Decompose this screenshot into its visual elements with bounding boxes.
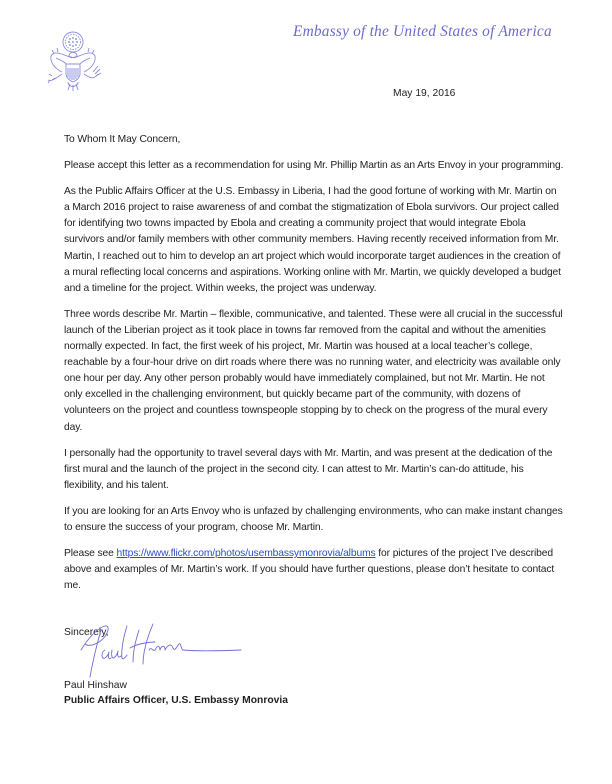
great-seal-eagle-icon — [38, 28, 108, 100]
signer-title: Public Affairs Officer, U.S. Embassy Monrovia — [64, 695, 288, 706]
paragraph-endorsement: If you are looking for an Arts Envoy who is unfazed by challenging environments, who can make instant changes to ensure the success of your program, choose Mr. Martin. — [64, 505, 563, 533]
letterhead-title: Embassy of the United States of America — [293, 23, 552, 40]
paragraph-qualities: Three words describe Mr. Martin – flexible, communicative, and talented. These were all crucial in the successful launch of the Liberian project as it took place in towns far removed from the capital and without the amenities normally expected. In fact, the first week of his project, Mr. Martin was housed at a local teacher’s college, reachable by a four-hour drive on dirt roads where there was no running water, and electricity was available only one hour per day. Any other person probably would have immediately complained, but not Mr. Martin. He not only excelled in the challenging environment, but quickly became part of the community, with dozens of volunteers on the project and countless townspeople stopping by to check on the progress of the mural every day. — [64, 308, 563, 433]
salutation: To Whom It May Concern, — [64, 134, 181, 145]
contact-text-before-link: Please see — [64, 548, 117, 560]
paragraph-personal-experience: I personally had the opportunity to travel several days with Mr. Martin, and was present at the dedication of the first mural and the launch of the project in the second city. I can attest to Mr. Martin’s can-do attitude, his flexibility, and his talent. — [64, 447, 553, 491]
paragraph-contact — [64, 546, 564, 594]
letter-date: May 19, 2016 — [393, 88, 456, 99]
contact-text-after-link: for pictures of the project I’ve described above and examples of Mr. Martin’s work. If you should have further questions, please don’t hesitate to contact me. — [64, 548, 555, 592]
signer-name: Paul Hinshaw — [64, 680, 127, 691]
closing: Sincerely, — [64, 627, 109, 638]
flickr-albums-link[interactable]: https://www.flickr.com/photos/usembassymonrovia/albums — [116, 548, 376, 560]
letter-body — [64, 132, 564, 604]
handwritten-signature-icon — [75, 622, 245, 684]
paragraph-recommendation: Please accept this letter as a recommendation for using Mr. Phillip Martin as an Arts Envoy in your programming. — [64, 160, 564, 172]
paragraph-project-background: As the Public Affairs Officer at the U.S. Embassy in Liberia, I had the good fortune of working with Mr. Martin on a March 2016 project to raise awareness of and combat the stigmatization of Ebola survivors. Our project called for identifying two towns impacted by Ebola and creating a community project that would integrate Ebola survivors and/or family members with other community members. Having recently received information from Mr. Martin, I reached out to him to develop an art project which would incorporate target audiences in the creation of a mural reflecting local concerns and aspirations. Working online with Mr. Martin, we quickly developed a budget and a timeline for the project. Within weeks, the project was underway. — [64, 186, 561, 294]
